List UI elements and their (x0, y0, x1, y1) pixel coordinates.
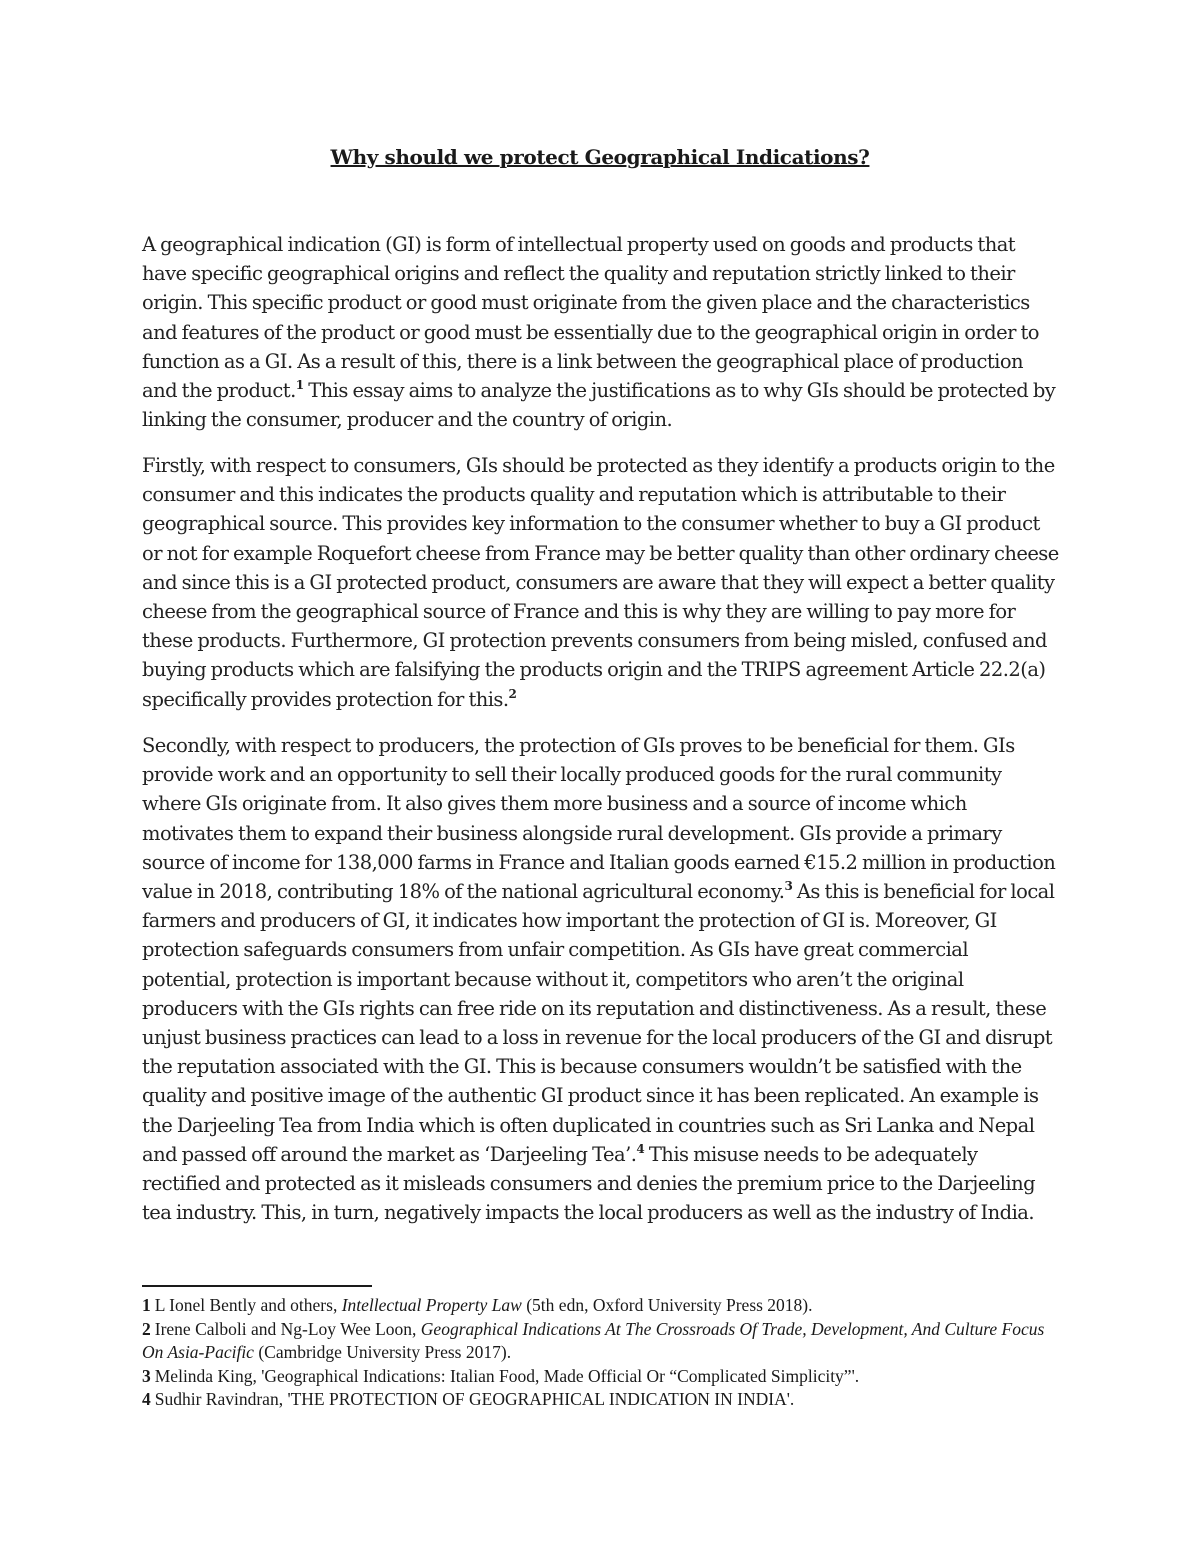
footnote-number: 3 (142, 1365, 151, 1386)
footnote-italic-title: Intellectual Property Law (341, 1295, 522, 1315)
footnote-number: 2 (142, 1318, 151, 1339)
paragraph-text: Secondly, with respect to producers, the protection of GIs proves to be beneficial for them. GIs provide work and an opportunity to sell their locally produced goods for the rural community where GIs originate from. It also gives them more business and a source of income which motivates them to expand their business alongside rural development. GIs provide a primary source of income for 138,000 farms in France and Italian goods earned €15.2 million in production value in 2018, contributing 18% of the national agricultural economy. (142, 734, 1056, 904)
footnote-ref[interactable]: 1 (295, 378, 304, 393)
footnote-3 (142, 1365, 1060, 1389)
paragraph-text: This essay aims to analyze the justifications as to why GIs should be protected by linking the consumer, producer and the country of origin. (142, 379, 1056, 432)
page-title: Why should we protect Geographical Indications? (330, 145, 870, 169)
footnote-text: Melinda King, 'Geographical Indications: Italian Food, Made Official Or “Complicated Simplicity”'. (154, 1365, 860, 1386)
footnote-text: (5th edn, Oxford University Press 2018). (521, 1295, 813, 1315)
paragraph-text: A geographical indication (GI) is form of intellectual property used on goods and products that have specific geographical origins and reflect the quality and reputation strictly linked to their origin. This specific product or good must originate from the given place and the characteristics and features of the product or good must be essentially due to the geographical origin in order to function as a GI. As a result of this, there is a link between the geographical place of production and the product. (142, 233, 1039, 403)
footnote-number: 1 (142, 1295, 151, 1315)
paragraph-consumers (142, 451, 1060, 714)
footnote-text: Irene Calboli and Ng-Loy Wee Loon, (154, 1318, 421, 1339)
footnote-number: 4 (142, 1389, 151, 1409)
footnote-ref[interactable]: 4 (636, 1141, 645, 1156)
footnotes (142, 1294, 1060, 1412)
footnote-ref[interactable]: 2 (508, 686, 517, 701)
footnote-1 (142, 1294, 1060, 1318)
footnote-divider (142, 1285, 372, 1287)
footnote-text: Sudhir Ravindran, 'THE PROTECTION OF GEOGRAPHICAL INDICATION IN INDIA'. (154, 1389, 795, 1409)
footnote-2 (142, 1318, 1060, 1365)
paragraph-text: This misuse needs to be adequately rectified and protected as it misleads consumers and denies the premium price to the Darjeeling tea industry. This, in turn, negatively impacts the local producers as well as the industry of India. (142, 1142, 1036, 1225)
paragraph-producers (142, 731, 1060, 1227)
paragraph-intro (142, 230, 1060, 434)
footnote-4 (142, 1388, 1060, 1412)
paragraph-text: Firstly, with respect to consumers, GIs should be protected as they identify a products origin to the consumer and this indicates the products quality and reputation which is attributable to their geographical source. This provides key information to the consumer whether to buy a GI product or not for example Roquefort cheese from France may be better quality than other ordinary cheese and since this is a GI protected product, consumers are aware that they will expect a better quality cheese from the geographical source of France and this is why they are willing to pay more for these products. Furthermore, GI protection prevents consumers from being misled, confused and buying products which are falsifying the products origin and the TRIPS agreement Article 22.2(a) specifically provides protection for this. (142, 454, 1059, 711)
footnote-text: L Ionel Bently and others, (154, 1295, 342, 1315)
paragraph-text: As this is beneficial for local farmers and producers of GI, it indicates how important the protection of GI is. Moreover, GI protection safeguards consumers from unfair competition. As GIs have great commercial potential, protection is important because without it, competitors who aren’t the original producers with the GIs rights can free ride on its reputation and distinctiveness. As a result, these unjust business practices can lead to a loss in revenue for the local producers of the GI and disrupt the reputation associated with the GI. This is because consumers wouldn’t be satisfied with the quality and positive image of the authentic GI product since it has been replicated. An example is the Darjeeling Tea from India which is often duplicated in countries such as Sri Lanka and Nepal and passed off around the market as ‘Darjeeling Tea’. (142, 880, 1055, 1166)
footnote-text: (Cambridge University Press 2017). (253, 1342, 512, 1362)
footnote-ref[interactable]: 3 (784, 879, 793, 894)
footnote-italic-title: Geographical Indications At The Crossroads Of Trade, Development, And Culture Focus On Asia-Pacific (142, 1318, 1045, 1362)
